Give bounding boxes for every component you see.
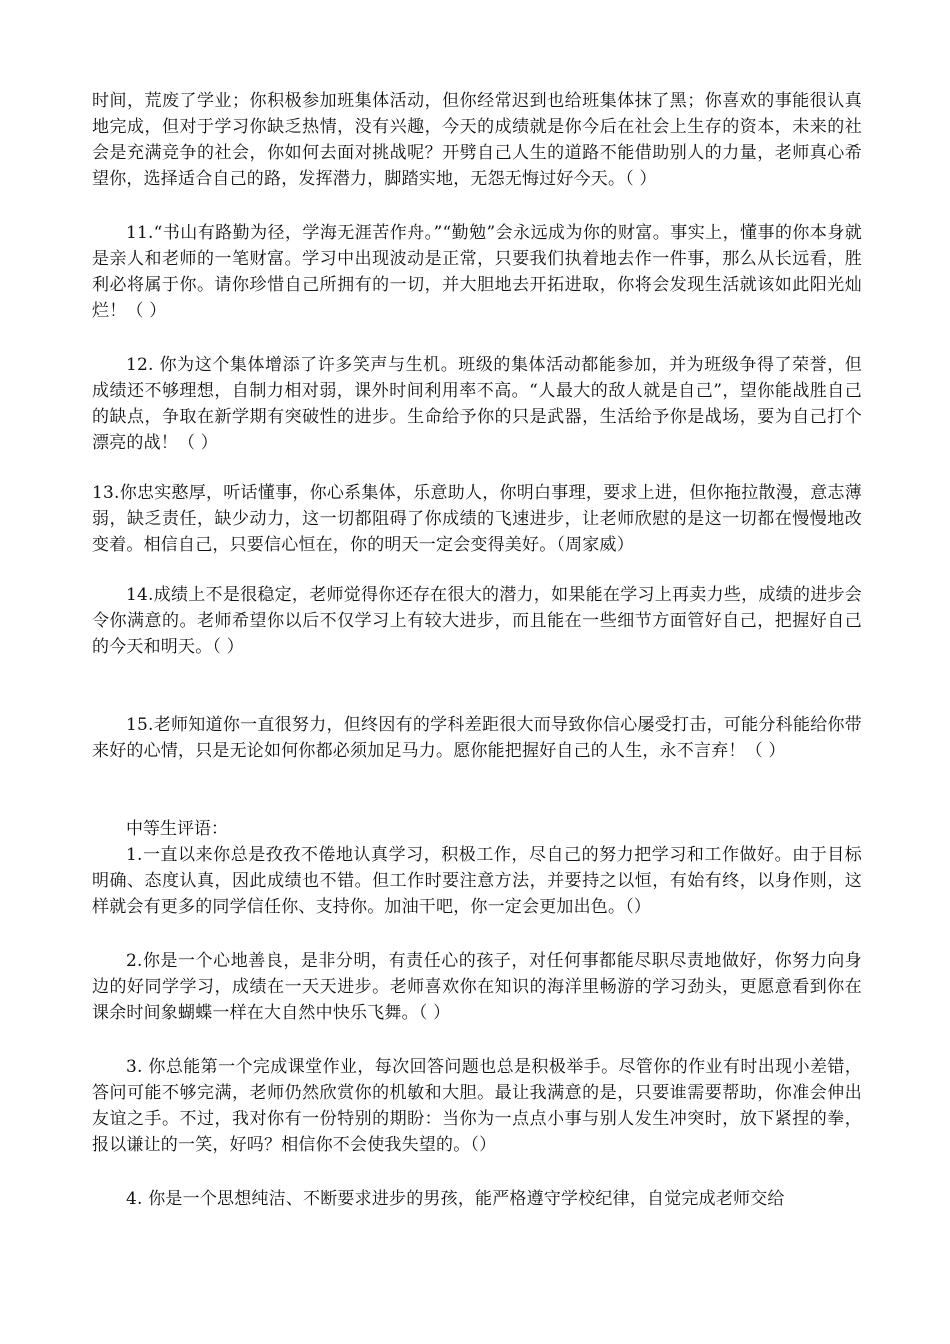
paragraph-13: 13.你忠实憨厚，听话懂事，你心系集体，乐意助人，你明白事理，要求上进，但你拖拉散漫，意志薄弱，缺乏责任，缺少动力，这一切都阻碍了你成绩的飞速进步，让老师欣慰的是这一切都在慢慢地改变着。相信自己，只要信心恒在，你的明天一定会变得美好。（周家威） — [92, 483, 862, 555]
paragraph-m2: 2.你是一个心地善良，是非分明，有责任心的孩子，对任何事都能尽职尽责地做好，你努力向身边的好同学学习，成绩在一天天进步。老师喜欢你在知识的海洋里畅游的学习劲头，更愿意看到你在课余时间象蝴蝶一样在大自然中快乐飞舞。（ ） — [92, 951, 862, 1023]
document-page — [92, 88, 862, 1212]
paragraph-continued: 时间，荒废了学业；你积极参加班集体活动，但你经常迟到也给班集体抹了黑；你喜欢的事能很认真地完成，但对于学习你缺乏热情，没有兴趣，今天的成绩就是你今后在社会上生存的资本，未来的社会是充满竞争的社会，你如何去面对挑战呢？开劈自己人生的道路不能借助别人的力量，老师真心希望你，选择适合自己的路，发挥潜力，脚踏实地，无怨无悔过好今天。（ ） — [92, 91, 862, 189]
paragraph-15: 15.老师知道你一直很努力，但终因有的学科差距很大而导致你信心屡受打击，可能分科能给你带来好的心情，只是无论如何你都必须加足马力。愿你能把握好自己的人生，永不言弃！（ ） — [92, 715, 862, 761]
section-heading: 中等生评语： — [126, 819, 228, 839]
paragraph-14: 14.成绩上不是很稳定，老师觉得你还存在很大的潜力，如果能在学习上再卖力些，成绩的进步会令你满意的。老师希望你以后不仅学习上有较大进步，而且能在一些细节方面管好自己，把握好自己的今天和明天。（ ） — [92, 585, 862, 657]
paragraph-12: 12. 你为这个集体增添了许多笑声与生机。班级的集体活动都能参加，并为班级争得了荣誉，但成绩还不够理想，自制力相对弱，课外时间利用率不高。“人最大的敌人就是自己”，望你能战胜自己的缺点，争取在新学期有突破性的进步。生命给予你的只是武器，生活给予你是战场，要为自己打个漂亮的战！（ ） — [92, 355, 862, 453]
paragraph-11: 11.“书山有路勤为径，学海无涯苦作舟。”“勤勉”会永远成为你的财富。事实上，懂事的你本身就是亲人和老师的一笔财富。学习中出现波动是正常，只要我们执着地去作一件事，那么从长远看，胜利必将属于你。请你珍惜自己所拥有的一切，并大胆地去开拓进取，你将会发现生活就该如此阳光灿烂！（ ） — [92, 223, 862, 321]
paragraph-m1: 1.一直以来你总是孜孜不倦地认真学习，积极工作，尽自己的努力把学习和工作做好。由于目标明确、态度认真，因此成绩也不错。但工作时要注意方法，并要持之以恒，有始有终，以身作则，这样就会有更多的同学信任你、支持你。加油干吧，你一定会更加出色。（） — [92, 845, 862, 917]
paragraph-m3: 3. 你总能第一个完成课堂作业，每次回答问题也总是积极举手。尽管你的作业有时出现小差错，答问可能不够完满，老师仍然欣赏你的机敏和大胆。最让我满意的是，只要谁需要帮助，你准会伸出友谊之手。不过，我对你有一份特别的期盼：当你为一点点小事与别人发生冲突时，放下紧捏的拳，报以谦让的一笑，好吗？相信你不会使我失望的。（） — [92, 1057, 862, 1155]
paragraph-m4: 4. 你是一个思想纯洁、不断要求进步的男孩，能严格遵守学校纪律，自觉完成老师交给 — [126, 1189, 785, 1209]
